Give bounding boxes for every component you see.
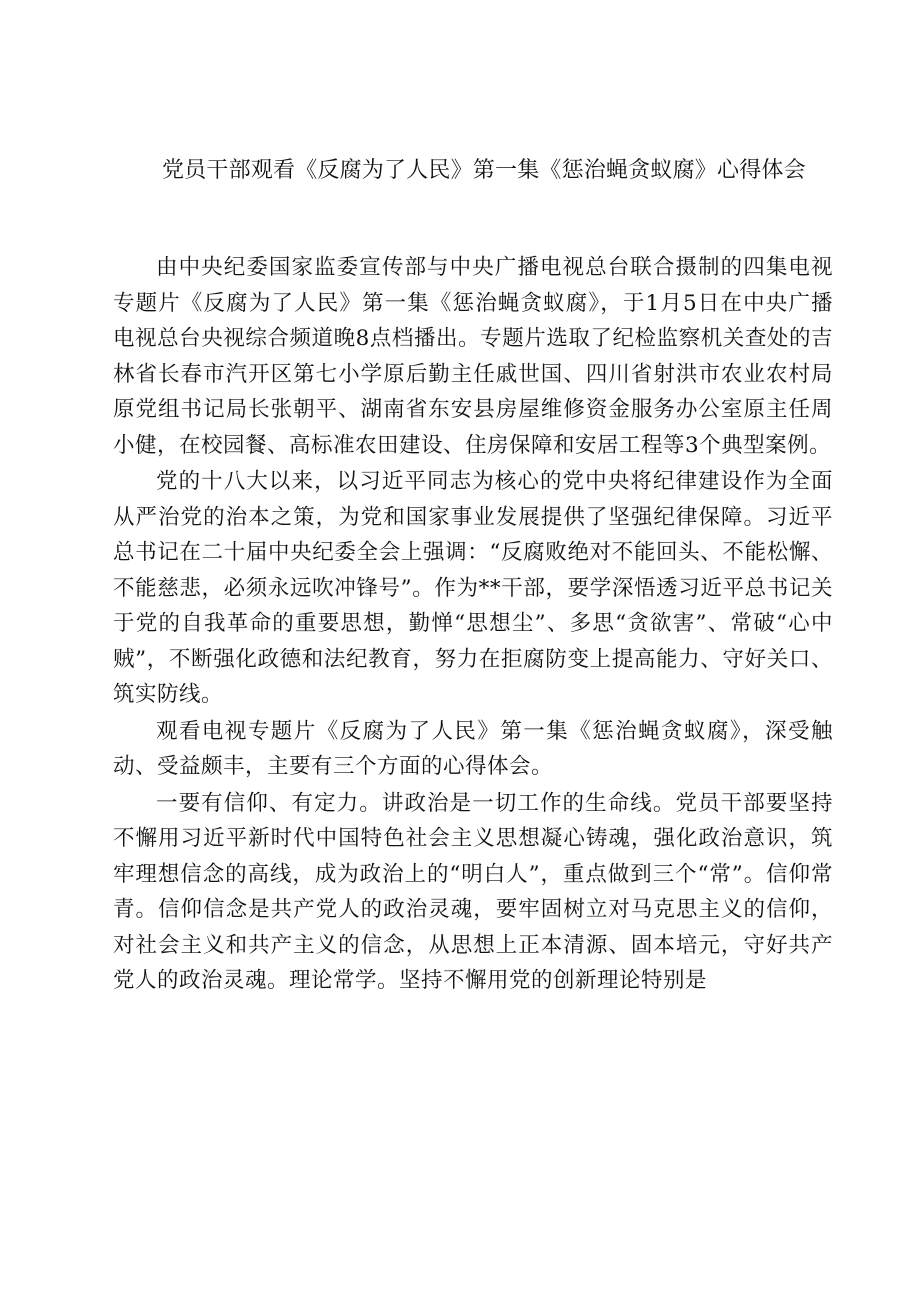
paragraph-intro: 由中央纪委国家监委宣传部与中央广播电视总台联合摄制的四集电视专题片《反腐为了人民》第一集《惩治蝇贪蚁腐》，于1月5日在中央广播电视总台央视综合频道晚8点档播出。专题片选取了纪检监察机关查处的吉林省长春市汽开区第七小学原后勤主任戚世国、四川省射洪市农业农村局原党组书记局长张朝平、湖南省东安县房屋维修资金服务办公室原主任周小健，在校园餐、高标准农田建设、住房保障和安居工程等3个典型案例。 — [113, 255, 833, 458]
paragraph-point-one: 一要有信仰、有定力。讲政治是一切工作的生命线。党员干部要坚持不懈用习近平新时代中国特色社会主义思想凝心铸魂，强化政治意识，筑牢理想信念的高线，成为政治上的“明白人”，重点做到三个“常”。信仰常青。信仰信念是共产党人的政治灵魂，要牢固树立对马克思主义的信仰，对社会主义和共产主义的信念，从思想上正本清源、固本培元，守好共产党人的政治灵魂。理论常学。坚持不懈用党的创新理论特别是 — [113, 790, 833, 993]
paragraph-summary: 观看电视专题片《反腐为了人民》第一集《惩治蝇贪蚁腐》，深受触动、受益颇丰，主要有三个方面的心得体会。 — [113, 718, 833, 779]
document-body — [113, 250, 833, 1000]
paragraph-discipline: 党的十八大以来，以习近平同志为核心的党中央将纪律建设作为全面从严治党的治本之策，为党和国家事业发展提供了坚强纪律保障。习近平总书记在二十届中央纪委全会上强调：“反腐败绝对不能回头、不能松懈、不能慈悲，必须永远吹冲锋号”。作为**干部，要学深悟透习近平总书记关于党的自我革命的重要思想，勤惮“思想尘”、多思“贪欲害”、常破“心中贼”，不断强化政德和法纪教育，努力在拒腐防变上提高能力、守好关口、筑实防线。 — [113, 469, 833, 707]
document-title: 党员干部观看《反腐为了人民》第一集《惩治蝇贪蚁腐》心得体会 — [162, 158, 806, 183]
